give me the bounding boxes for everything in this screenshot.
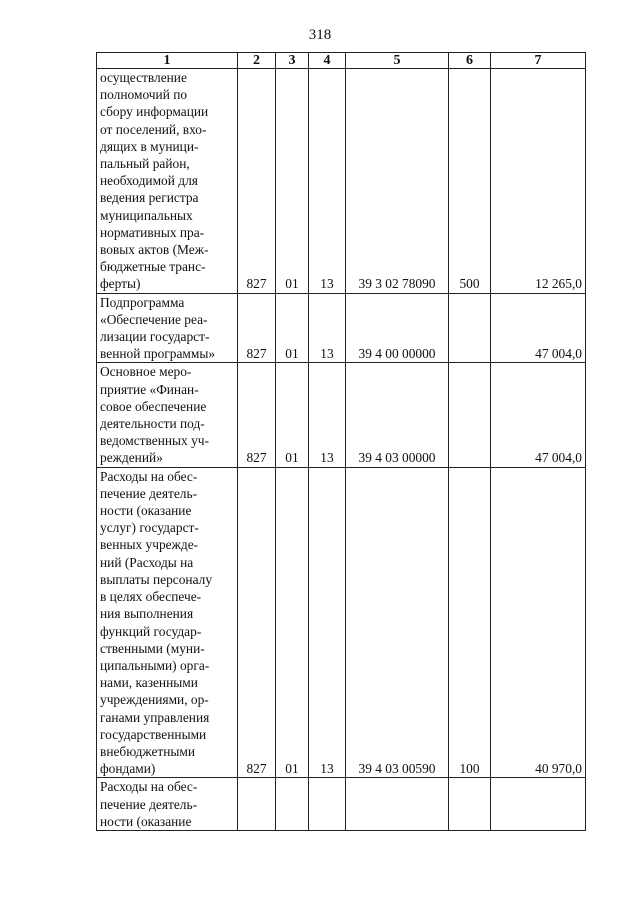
column-header: 6 [449,53,491,69]
expense-name-line: реждений» [100,450,163,466]
expense-name-line: дящих в муници- [100,138,199,154]
expense-name-line: ферты) [100,276,141,292]
expense-name-line: государственными [100,726,207,742]
column-header: 1 [97,53,238,69]
budget-table [96,52,586,831]
target-article-cell: 39 4 00 00000 [346,293,449,363]
expense-name-line: печение деятель- [100,796,198,812]
expense-name-line: учреждениями, ор- [100,692,209,708]
section-code-cell: 01 [276,69,309,294]
expense-name-line: Расходы на обес- [100,779,198,795]
subsection-code-cell: 13 [309,363,346,467]
column-header: 5 [346,53,449,69]
column-header: 7 [491,53,586,69]
expense-name-line: необходимой для [100,173,198,189]
table-row [97,467,586,778]
expense-type-cell [449,363,491,467]
expense-name-line: ведомственных уч- [100,433,209,449]
ministry-code-cell: 827 [238,467,276,778]
expense-name-line: ности (оказание [100,503,192,519]
expense-name-line: ности (оказание [100,813,192,829]
section-code-cell: 01 [276,293,309,363]
target-article-cell [346,778,449,831]
expense-name-line: услуг) государст- [100,520,199,536]
expense-name-line: ведения регистра [100,190,199,206]
section-code-cell: 01 [276,467,309,778]
expense-name-line: печение деятель- [100,485,198,501]
expense-name-line: от поселений, вхо- [100,121,207,137]
expense-name-line: деятельности под- [100,416,205,432]
expense-name-line: осуществление [100,70,187,85]
amount-cell: 47 004,0 [491,293,586,363]
target-article-cell: 39 4 03 00000 [346,363,449,467]
expense-name-line: полномочий по [100,87,188,103]
amount-cell: 12 265,0 [491,69,586,294]
subsection-code-cell: 13 [309,69,346,294]
expense-name-line: приятие «Финан- [100,381,199,397]
expense-name-line: Подпрограмма [100,294,185,310]
expense-name-line: внебюджетными [100,743,196,759]
ministry-code-cell: 827 [238,293,276,363]
expense-name-line: сбору информации [100,104,209,120]
expense-name-line: ний (Расходы на [100,554,194,570]
expense-name-line: выплаты персоналу [100,571,213,587]
ministry-code-cell: 827 [238,363,276,467]
column-header: 3 [276,53,309,69]
expense-name-line: муниципальных [100,207,193,223]
expense-name-line: совое обеспечение [100,398,207,414]
expense-name-line: ственными (муни- [100,640,205,656]
ministry-code-cell [238,778,276,831]
expense-name-line: Основное меро- [100,364,192,380]
header-row [97,53,586,69]
expense-name-line: ния выполнения [100,606,194,622]
amount-cell [491,778,586,831]
column-header: 2 [238,53,276,69]
expense-name-line: в целях обеспече- [100,589,202,605]
expense-name-line: функций государ- [100,623,202,639]
expense-name-line: пальный район, [100,156,190,172]
expense-name-line: вовых актов (Меж- [100,242,209,258]
expense-name-line: нами, казенными [100,675,198,691]
subsection-code-cell [309,778,346,831]
table-row [97,778,586,831]
subsection-code-cell: 13 [309,467,346,778]
target-article-cell: 39 3 02 78090 [346,69,449,294]
section-code-cell: 01 [276,363,309,467]
column-header: 4 [309,53,346,69]
subsection-code-cell: 13 [309,293,346,363]
expense-name-line: фондами) [100,761,156,777]
expense-name-line: «Обеспечение реа- [100,311,208,327]
expense-type-cell [449,778,491,831]
target-article-cell: 39 4 03 00590 [346,467,449,778]
expense-name-cell [97,778,238,831]
ministry-code-cell: 827 [238,69,276,294]
expense-name-line: ципальными) орга- [100,657,210,673]
expense-name-cell [97,69,238,294]
expense-type-cell: 100 [449,467,491,778]
page-number: 318 [308,27,332,43]
amount-cell: 47 004,0 [491,363,586,467]
expense-type-cell [449,293,491,363]
expense-name-cell [97,293,238,363]
expense-name-line: венной программы» [100,346,216,362]
table-row [97,293,586,363]
expense-name-line: лизации государст- [100,329,210,345]
expense-name-line: бюджетные транс- [100,259,206,275]
table-row [97,363,586,467]
expense-name-cell [97,363,238,467]
expense-type-cell: 500 [449,69,491,294]
expense-name-line: Расходы на обес- [100,468,198,484]
section-code-cell [276,778,309,831]
expense-name-line: нормативных пра- [100,224,205,240]
expense-name-cell [97,467,238,778]
table-row [97,69,586,294]
amount-cell: 40 970,0 [491,467,586,778]
expense-name-line: венных учрежде- [100,537,199,553]
expense-name-line: ганами управления [100,709,210,725]
